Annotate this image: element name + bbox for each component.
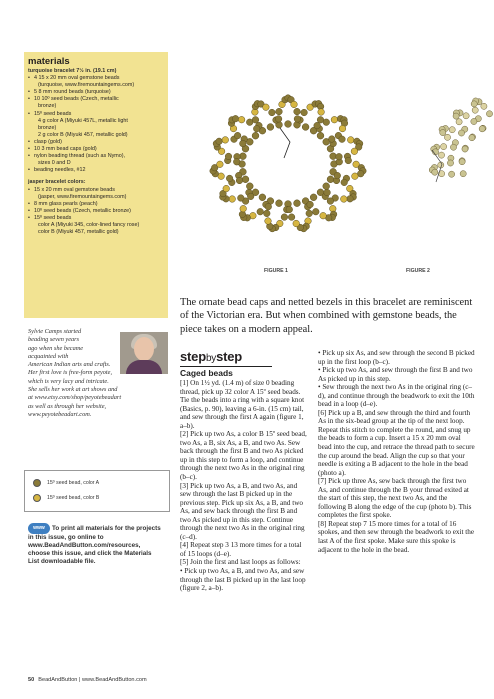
figures (180, 64, 494, 282)
bead (449, 127, 455, 133)
bead (481, 103, 487, 109)
bio-line: acquainted with (28, 352, 69, 360)
bead (318, 109, 325, 116)
material-item: sizes 0 and D (38, 160, 71, 167)
material-item: • 15º seed beads (28, 111, 164, 118)
bio-line: Her first love is free-form peyote, (28, 369, 113, 377)
figure-2-diagram (429, 98, 492, 182)
bead (324, 189, 331, 196)
author-photo (120, 332, 168, 374)
bio-line: at www.etsy.com/shop/peyotebeadart (28, 394, 122, 402)
instructions-column-1 (180, 368, 308, 593)
bead (339, 136, 346, 143)
bead (259, 194, 266, 201)
bead (336, 153, 343, 160)
legend-label-b: 15º seed bead, color B (47, 495, 100, 501)
instruction-paragraph: [6] Pick up a B, and sew through the third and fourth As in the six-bead group at the tip of the next loop. Repeat this stitch to complete the round, and snug up the beads to form a cup. Insert a 15 x 20 mm oval bead into the cup, and retrace the thread path to secure the cup around the bead. Align the cup so that your needle is exiting a B adjacent to the hole in the bead (photo a). (318, 408, 475, 477)
instruction-paragraph: • Pick up six As, and sew through the second B picked up in the first loop (b–c). (318, 349, 475, 366)
bead (472, 107, 478, 113)
figure-1-diagram (210, 95, 366, 232)
materials-items (28, 75, 164, 174)
jasper-heading: jasper bracelet colors: (28, 179, 86, 186)
bead (269, 109, 276, 116)
bead (432, 169, 438, 175)
bead (240, 153, 247, 160)
bead (265, 218, 272, 225)
bio-line: ago when she became (28, 344, 84, 352)
bead (314, 122, 321, 129)
bead (438, 152, 444, 158)
bead (229, 196, 236, 203)
bead (460, 171, 466, 177)
bead (449, 171, 455, 177)
jasper-item: • 15º seed beads (28, 215, 164, 222)
bead (293, 220, 300, 227)
material-item: bronze) (38, 124, 57, 131)
bead (352, 173, 359, 180)
bead (281, 214, 288, 221)
bio-line: beading seven years (28, 336, 80, 344)
bead (275, 116, 282, 123)
bead (240, 205, 247, 212)
material-item: • 10 10º seed beads (Czech, metallic (28, 96, 164, 103)
footer-text: BeadAndButton | www.BeadAndButton.com (38, 677, 147, 683)
bead (257, 208, 264, 215)
bead (479, 126, 485, 132)
bead (306, 210, 313, 217)
bead (253, 125, 260, 132)
color-a-swatch (33, 479, 41, 487)
figure-2-caption: FIGURE 2 (406, 268, 430, 274)
bead (238, 195, 245, 202)
bead (469, 135, 475, 141)
bead (240, 140, 247, 147)
legend-label-a: 15º seed bead, color A (47, 480, 100, 486)
material-item: • nylon beading thread (such as Nymo), (28, 153, 164, 160)
bead (233, 159, 240, 166)
materials-heading: materials (28, 56, 70, 67)
bead (334, 172, 341, 179)
bead (307, 201, 314, 208)
legend-row-a (33, 479, 99, 487)
bead (226, 175, 233, 182)
bead (301, 109, 308, 116)
figure-1-caption: FIGURE 1 (264, 268, 288, 274)
bead-legend (24, 470, 170, 512)
instruction-paragraph: [3] Pick up two As, a B, and two As, and sew through the last B picked up in the previous step. Pick up six As, a B, and two As, and sew back through the first B and two As picked up in this step. Continue through the next two As in the original ring (c–d). (180, 481, 305, 541)
bead (320, 212, 327, 219)
web-note-text: To print all materials for the projects in this issue, go online to www.BeadAndButton.com/resources, choose this issue, and click the Materials List downloadable file. (28, 525, 161, 565)
materials-subtitle: turquoise bracelet 7½ in. (19.1 cm) (28, 68, 117, 74)
bead (331, 116, 338, 123)
bead (310, 194, 317, 201)
bead (462, 146, 468, 152)
jasper-item: color A (Miyuki 345, color-lined fancy rose) (38, 221, 140, 228)
bead (347, 137, 354, 144)
bead (323, 119, 330, 126)
bead (327, 176, 334, 183)
bead (217, 161, 224, 168)
bead (232, 115, 239, 122)
page-footer (28, 677, 147, 683)
bead (444, 134, 450, 140)
bead (267, 124, 274, 131)
bead (330, 153, 337, 160)
bio-line: www.peyotebeadart.com. (28, 410, 92, 418)
bio-line: Sylvie Camps started (28, 328, 82, 335)
material-item: bronze) (38, 103, 57, 110)
step-by-step-heading: stepbystep (180, 349, 242, 364)
jasper-item: color B (Miyuki 457, metallic gold) (38, 229, 119, 236)
intro-paragraph: The ornate bead caps and netted bezels in this bracelet are reminiscent of the Victorian era. But when combined with gemstone beads, the piece takes on a modern appeal. (180, 297, 473, 335)
jasper-item: • 8 mm glass pearls (peach) (28, 201, 164, 208)
bead (223, 185, 230, 192)
bead (456, 119, 462, 125)
material-item: (turquoise, www.firemountaingems.com) (38, 82, 135, 89)
bead (339, 125, 346, 132)
bead (351, 148, 358, 155)
bead (341, 196, 348, 203)
www-icon: www (28, 523, 50, 534)
bead (347, 196, 354, 203)
jasper-item: (jasper, www.firemountaingems.com) (38, 193, 127, 200)
section-heading: Caged beads (180, 368, 233, 378)
bead (276, 200, 283, 207)
material-item: • 4 15 x 20 mm oval gemstone beads (28, 75, 164, 82)
bead-diagram (180, 64, 494, 282)
bead (234, 132, 241, 139)
bead (291, 101, 298, 108)
bead (236, 177, 243, 184)
bead (313, 208, 320, 215)
bead (238, 116, 245, 123)
bead (329, 136, 336, 143)
bead (323, 183, 330, 190)
bead (285, 121, 292, 128)
bead (225, 153, 232, 160)
bead (276, 108, 283, 115)
bead (288, 214, 295, 221)
bead (327, 198, 334, 205)
bead (294, 200, 301, 207)
bead (463, 113, 469, 119)
instruction-paragraph: [5] Join the first and last loops as follows: (180, 558, 301, 567)
bio-line: She sells her work at art shows and (28, 386, 118, 394)
instruction-paragraph: [2] Pick up two As, a color B 15º seed bead, two As, a B, six As, a B, and two As. Sew back through the first B and two As picked up in this step to form a loop, and continue through the next two As in the original ring (b–c). (180, 430, 307, 482)
bead (222, 137, 229, 144)
material-item: 2 g color B (Miyuki 457, metallic gold) (38, 131, 128, 138)
bead (252, 132, 259, 139)
instruction-paragraph: [8] Repeat step 7 15 more times for a total of 16 spokes, and then sew through the beadwork to exit the last A of the first spoke. Make sure this spoke is adjacent to the hole in the bead. (318, 519, 475, 554)
bead (447, 160, 453, 166)
materials-list (28, 56, 164, 236)
bead (458, 130, 464, 136)
bead (294, 116, 301, 123)
material-item: • 10 3 mm bead caps (gold) (28, 146, 164, 153)
instruction-paragraph: • Pick up two As, a B, and two As, and sew through the last B picked up in the last loop (figure 2, a–b). (180, 567, 306, 593)
instruction-paragraph: • Pick up two As, and sew through the first B and two As picked up in this step. (318, 366, 473, 383)
bead (264, 210, 271, 217)
bead (441, 144, 447, 150)
instructions-column-2 (318, 349, 476, 554)
bead (247, 193, 254, 200)
material-item: • 5 8 mm round beads (turquoise) (28, 89, 164, 96)
legend-row-b (33, 494, 99, 502)
instruction-paragraph: • Sew through the next two As in the original ring (c–d), and continue through the beadwork to exit the 10th bead in a loop (d–e). (318, 383, 475, 409)
page-number: 50 (28, 677, 35, 683)
bead (453, 113, 459, 119)
jasper-item: • 15 x 20 mm oval gemstone beads (28, 187, 164, 194)
jasper-item: • 10º seed beads (Czech, metallic bronze) (28, 208, 164, 215)
bead (345, 157, 352, 164)
bead (459, 159, 465, 165)
color-b-swatch (33, 494, 41, 502)
material-item: 4 g color A (Miyuki 457L, metallic light (38, 117, 128, 124)
bead (216, 138, 223, 145)
instruction-paragraph: [4] Repeat step 3 13 more times for a total of 15 loops (d–e). (180, 541, 302, 558)
bead (486, 111, 492, 117)
bead (265, 203, 272, 210)
web-resources-note (28, 523, 162, 566)
bead (302, 124, 309, 131)
jasper-items (28, 187, 164, 237)
instruction-paragraph: [7] Pick up three As, sew back through the first two As, and continue through the B your thread exited at the start of this step, the next two As, and the following B along the edge of the cup (photo b). This completes the first spoke. (318, 477, 472, 520)
bead (242, 176, 249, 183)
bio-line: as well as through her website, (28, 402, 107, 410)
bead (471, 101, 477, 107)
bead (341, 179, 348, 186)
bead (440, 130, 446, 136)
bead (317, 132, 324, 139)
material-item: • clasp (gold) (28, 139, 164, 146)
bead (294, 108, 301, 115)
instruction-paragraph: [1] On 1½ yd. (1.4 m) of size 0 beading thread, pick up 32 color A 15º seed beads. Tie the beads into a ring with a square knot (Basics, p. 90), leaving a 6-in. (15 cm) tail, and sew through the first A again (figure 1, a–b). (180, 379, 305, 430)
bead (450, 144, 456, 150)
bead (471, 118, 477, 124)
bio-line: American Indian arts and crafts. (28, 361, 111, 369)
bead (252, 117, 259, 124)
material-item: • beading needles, #12 (28, 167, 164, 174)
bead (263, 104, 270, 111)
bio-line: which is very lacy and intricate. (28, 377, 109, 385)
bead (246, 183, 253, 190)
bead (286, 206, 293, 213)
